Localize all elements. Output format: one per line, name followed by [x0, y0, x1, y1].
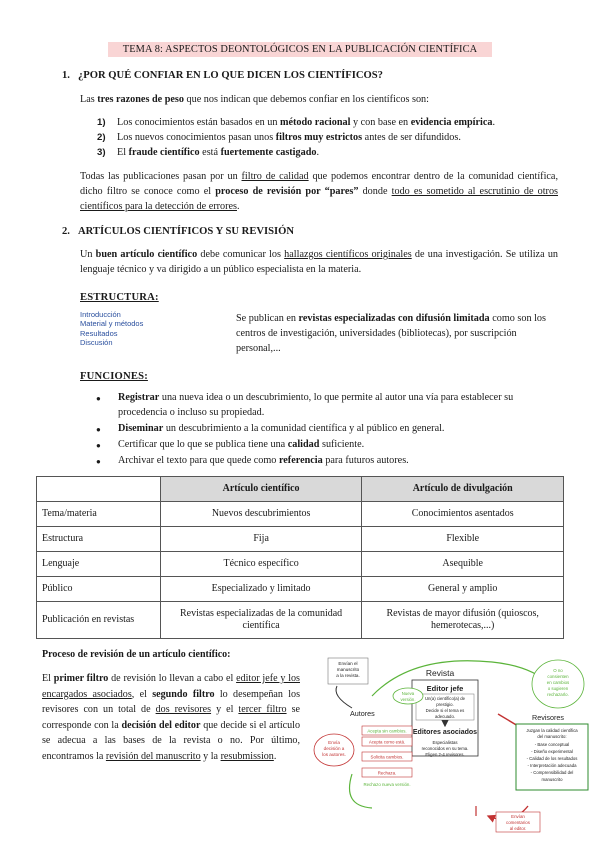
section-2-number: 2.: [62, 226, 70, 237]
table-cell: Público: [37, 577, 161, 602]
connector-arrow: [350, 774, 373, 808]
table-cell: Fija: [160, 527, 362, 552]
svg-text:versión.: versión.: [400, 697, 416, 702]
list-item-text: El fraude científico está fuertemente castigado.: [117, 147, 320, 158]
revisores-label: Revisores: [532, 713, 564, 722]
revista-label: Revista: [425, 668, 455, 678]
table-cell: Especializado y limitado: [160, 577, 362, 602]
section-1-heading: [62, 68, 383, 83]
list-number: 1): [97, 117, 106, 128]
table-cell: Publicación en revistas: [37, 602, 161, 639]
svg-text:adecuado.: adecuado.: [434, 714, 456, 719]
section-1-number: 1.: [62, 70, 70, 81]
funciones-list: [96, 391, 558, 470]
editor-jefe-label: Editor jefe: [426, 684, 464, 693]
list-number: 3): [97, 147, 106, 158]
list-item: ● Registrar una nueva idea o un descubrimiento, lo que permite al autor una vía para establecer su procedencia o incluso su propiedad.: [96, 391, 558, 421]
svg-text:O no: O no: [553, 668, 563, 673]
svg-text:reconocidos en su tema.: reconocidos en su tema.: [421, 746, 469, 751]
svg-text:- Calidad de los resultados: - Calidad de los resultados: [526, 756, 578, 761]
table-cell: Revistas de mayor difusión (quioscos, hemerotecas,...): [362, 602, 564, 639]
section-1-title: ¿POR QUÉ CONFIAR EN LO QUE DICEN LOS CIENTÍFICOS?: [78, 70, 383, 81]
table-cell: Lenguaje: [37, 552, 161, 577]
bullet-icon: ●: [96, 456, 101, 466]
editores-asociados-label: Editores asociados: [412, 729, 478, 736]
table-cell: Estructura: [37, 527, 161, 552]
section-2-title: ARTÍCULOS CIENTÍFICOS Y SU REVISIÓN: [78, 226, 295, 237]
svg-text:Acepta como está.: Acepta como está.: [368, 739, 406, 745]
table-row: [37, 552, 564, 577]
table-header: [37, 477, 161, 502]
section-1-intro: [80, 93, 558, 108]
svg-text:- Diseño experimental: - Diseño experimental: [531, 749, 573, 754]
section-1-paragraph: Todas las publicaciones pasan por un filtro de calidad que podemos encontrar dentro de la comunidad científica, dicho filtro se conoce como el proceso de revisión por “pares” donde todo es sometido al escrutinio de otros científicos para la detección de errores.: [80, 171, 559, 212]
svg-text:los autores.: los autores.: [322, 752, 346, 757]
svg-text:- Base conceptual: - Base conceptual: [534, 742, 570, 747]
svg-text:Envían: Envían: [511, 814, 525, 819]
list-item: [97, 116, 557, 131]
svg-text:Envía: Envía: [328, 740, 340, 745]
reasons-list: [97, 116, 557, 161]
table-header: Artículo científico: [160, 477, 362, 502]
svg-text:prestigio.: prestigio.: [436, 702, 454, 707]
table-cell: Tema/materia: [37, 502, 161, 527]
section-2-heading: [62, 224, 294, 239]
svg-text:del manuscrito:: del manuscrito:: [537, 734, 567, 739]
intro-bold: tres razones de peso: [97, 94, 184, 105]
section-2-paragraph: Un buen artículo científico debe comunicar los hallazgos científicos originales de una investigación. Se utiliza un lenguaje técnico y va dirigido a un público especialista en la materia.: [80, 249, 559, 275]
table-cell: General y amplio: [362, 577, 564, 602]
list-item: ● Diseminar un descubrimiento a la comunidad científica y al público en general.: [96, 422, 558, 437]
list-item: Introducción: [80, 310, 121, 319]
table-cell: Revistas especializadas de la comunidad científica: [160, 602, 362, 639]
svg-text:Rechazo nueva versión.: Rechazo nueva versión.: [363, 782, 411, 787]
process-title: Proceso de revisión de un artículo científico:: [42, 649, 231, 660]
funciones-heading: FUNCIONES:: [80, 371, 148, 382]
intro-text-end: que nos indican que debemos confiar en los científicos son:: [183, 94, 429, 105]
table-cell: Nuevos descubrimientos: [160, 502, 362, 527]
svg-text:comentarios: comentarios: [506, 820, 530, 825]
svg-text:al editor.: al editor.: [509, 826, 527, 831]
intro-text: Las: [80, 94, 98, 105]
diagram-svg: [312, 656, 590, 834]
list-item: [97, 131, 557, 146]
table-cell: Conocimientos asentados: [362, 502, 564, 527]
svg-text:Nueva: Nueva: [401, 691, 415, 696]
list-item: Material y métodos: [80, 319, 144, 329]
bullet-icon: ●: [96, 424, 101, 434]
table-row: [37, 602, 564, 639]
svg-text:Acepta sin cambios.: Acepta sin cambios.: [367, 728, 407, 734]
note-text: manuscrito: [336, 667, 360, 672]
bullet-icon: ●: [96, 440, 101, 450]
table-cell: Flexible: [362, 527, 564, 552]
connector-arrow: [336, 686, 352, 708]
list-item: Discusión: [80, 337, 113, 347]
svg-text:Eligen 2-4 revisores.: Eligen 2-4 revisores.: [425, 752, 465, 757]
list-item-text: Los nuevos conocimientos pasan unos filtros muy estrictos antes de ser difundidos.: [117, 132, 461, 143]
table-row: [37, 577, 564, 602]
svg-text:o sugieren: o sugieren: [547, 686, 569, 691]
comparison-table: [36, 476, 564, 639]
note-text: Envían el: [338, 661, 358, 666]
list-item: [97, 146, 557, 161]
svg-text:decisión a: decisión a: [323, 746, 345, 751]
svg-text:Especialistas: Especialistas: [432, 740, 458, 745]
svg-text:en cambios: en cambios: [546, 680, 570, 685]
svg-text:consienten: consienten: [547, 674, 569, 679]
estructura-heading: ESTRUCTURA:: [80, 292, 159, 303]
peer-review-diagram: [312, 656, 590, 834]
svg-text:Rechaza.: Rechaza.: [377, 770, 397, 776]
list-item-text: Los conocimientos están basados en un método racional y con base en evidencia empírica.: [117, 117, 495, 128]
table-cell: Asequible: [362, 552, 564, 577]
svg-text:- Comprensibilidad del: - Comprensibilidad del: [530, 770, 574, 775]
list-item: ● Archivar el texto para que quede como referencia para futuros autores.: [96, 454, 558, 469]
process-paragraph: El primer filtro de revisión lo llevan a cabo el editor jefe y los encargados asociados, el segundo filtro lo desempeñan los revisores con un total de dos revisores y el tercer filtro se corresponde con la decisión del editor que decide si el artículo se adecua a las bases de la revista o no. Por último, encontramos la revisión del manuscrito y la resubmission.: [42, 673, 301, 762]
table-cell: Técnico específico: [160, 552, 362, 577]
table-header: Artículo de divulgación: [362, 477, 564, 502]
estructura-description: Se publican en revistas especializadas con difusión limitada como son los centros de investigación, universidades (bibliotecas), por suscripción personal,...: [236, 313, 546, 354]
svg-text:rechazarlo.: rechazarlo.: [547, 692, 569, 697]
list-item: ● Certificar que lo que se publica tiene una calidad suficiente.: [96, 438, 558, 453]
svg-text:Decide si el tema es: Decide si el tema es: [425, 708, 465, 713]
list-item: Resultados: [80, 328, 118, 338]
svg-text:manuscrito: manuscrito: [541, 777, 563, 782]
svg-text:Solicita cambios.: Solicita cambios.: [370, 754, 404, 760]
table-row: [37, 502, 564, 527]
page-title: TEMA 8: ASPECTOS DEONTOLÓGICOS EN LA PUBLICACIÓN CIENTÍFICA: [108, 42, 492, 57]
list-number: 2): [97, 132, 106, 143]
table-row: [37, 527, 564, 552]
estructura-list: [80, 310, 143, 347]
bullet-icon: ●: [96, 394, 101, 403]
svg-text:Un(a) científico(a) de: Un(a) científico(a) de: [424, 696, 466, 701]
autores-label: Autores: [350, 709, 375, 718]
svg-text:Juzgan la calidad científica: Juzgan la calidad científica: [526, 728, 578, 733]
table-header-row: [37, 477, 564, 502]
svg-text:- Interpretación adecuada: - Interpretación adecuada: [527, 763, 577, 768]
note-text: a la revista.: [336, 673, 360, 678]
